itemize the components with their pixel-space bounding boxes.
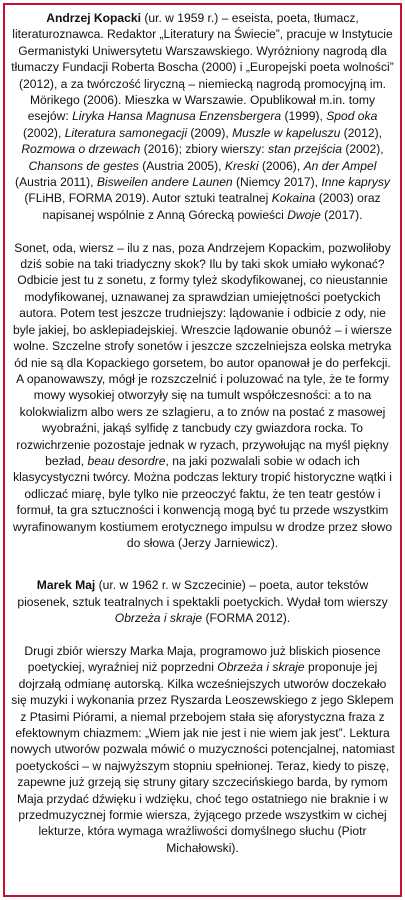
text-run: , na jaki pozwalali sobie w odach ich klasycystyczni twórcy. Można podczas lektury tropić historyczne wątki i odliczać miarę, byle tylko nie przeoczyć faktu, że ten teatr gestów i formuł, ta gra sztuczności i konwencją mogą być tu przede wszystkim wyrafinowanym kostiumem erotycznego impulsu w drodze przez słowo do słowa (Jerzy Jarniewicz). (12, 453, 393, 550)
book-title: Spod oka (326, 109, 378, 124)
book-title: Muszle w kapeluszu (232, 125, 341, 140)
text-run: (FLiHB, FORMA 2019). Autor sztuki teatralnej (24, 191, 272, 206)
text-run: (2002), (341, 142, 384, 157)
book-title: beau desordre (87, 453, 166, 468)
book-title: Chansons de gestes (28, 158, 139, 173)
review-jarniewicz (10, 240, 395, 552)
book-title: Liryka Hansa Magnusa Enzensbergera (72, 109, 282, 124)
text-run: (2016); zbiory wierszy: (140, 142, 269, 157)
author-bio-maj (10, 577, 395, 626)
text-run: (Austria 2011), (15, 175, 97, 190)
back-cover-text (10, 10, 395, 856)
text-run: (Austria 2005), (138, 158, 225, 173)
text-run: (1999), (281, 109, 327, 124)
book-title: An der Ampel (303, 158, 377, 173)
text-run: (ur. w 1959 r.) – eseista, poeta, tłumacz, literaturoznawca. Redaktor „Literatury na Świecie”, pracuje w Instytucie Germanistyki Uniwersytetu Warszawskiego. Wyróżniony nagrodą dla tłumaczy Fundacji Roberta Boscha (2000) i „Europejski poeta wolności” (2012), a za twórczość liryczną – niemiecką nagrodą promocyjną im. Mörikego (2006). Mieszka w Warszawie. Opublikował m.in. tomy esejów: (11, 11, 394, 124)
author-bio-kopacki (10, 10, 395, 223)
text-run: (2009), (187, 125, 233, 140)
book-title: Bisweilen andere Launen (96, 175, 233, 190)
book-title: Rozmowa o drzewach (21, 142, 141, 157)
text-run: Sonet, oda, wiersz – ilu z nas, poza Andrzejem Kopackim, pozwoliłoby dziś sobie na taki triadyczny skok? Ilu by taki skok umiało wykonać? Odbicie jest tu z sonetu, z formy tyleż skodyfikowanej, co nieustannie modyfikowanej, uznawanej za sprawdzian umiejętności poetyckich autora. Potem test jeszcze trudniejszy: lądowanie i odbicie z ody, nie byle jakiej, bo asklepiadejskiej. Wreszcie lądowanie obunóż – i wiersze wolne. Szczelne strofy sonetów i jeszcze szczelniejsza eolska metryka ód nie są dla Kopackiego gorsetem, bo autor opanował je do perfekcji. A opanowawszy, mógł je rozszczelnić i poluzować na tyle, że te formy mowy wysokiej otworzyły się na tumult współczesności: a to na kolokwializm albo wers ze szlagieru, a to znów na postać z masowej wyobraźni, jakąś sylfidę z tancbudy czy gwiazdora rocka. To rozwichrzenie pozostaje jednak w ryzach, przywołując na myśl piękny bezład, (13, 240, 392, 468)
book-title: Inne kaprysy (321, 175, 390, 190)
text-run: (2012), (340, 125, 382, 140)
text-run: (Niemcy 2017), (232, 175, 322, 190)
text-run: (ur. w 1962 r. w Szczecinie) – poeta, autor tekstów piosenek, sztuk teatralnych i spektakli poetyckich. Wydał tom wierszy (17, 578, 388, 609)
text-run: (2017). (320, 207, 363, 222)
book-title: Obrzeża i skraje (217, 660, 305, 675)
text-run: (2002), (23, 125, 65, 140)
author-name: Marek Maj (36, 578, 96, 593)
text-run: proponuje jej dojrzałą odmianę autorską. Kilka wcześniejszych utworów doczekało się muzyki i wykonania przez Ryszarda Leoszewskiego z jego Sklepem z Ptasimi Piórami, a niemal przebojem stała się aforystyczna fraza z efektownym chiazmem: „Wiem jak nie jest i nie wiem jak jest”. Lektura nowych utworów pozwala mówić o muzyczności potencjalnej, natomiast poetyckości – w najwyższym stopniu spełnionej. Teraz, kiedy to piszę, zapewne już grzeją się struny gitary szczecińskiego barda, by rymom Maja przydać dźwięku i wdzięku, choć tego ostatniego nie braknie i w przedmuzycznej formie wiersza, żyjącego przede wszystkim w cichej lekturze, która wymaga wrażliwości domyślnego słuchu (Piotr Michałowski). (10, 660, 395, 855)
text-run: (2006), (258, 158, 304, 173)
review-michalowski (10, 643, 395, 856)
book-title: Obrzeża i skraje (114, 611, 203, 626)
text-run: Drugi zbiór wierszy Marka Maja, programowo już bliskich piosence poetyckiej, wyraźniej niż poprzedni (24, 644, 381, 675)
author-name: Andrzej Kopacki (46, 11, 141, 25)
book-title: stan przejścia (268, 142, 342, 157)
book-title: Dwoje (287, 207, 321, 222)
book-title: Kreski (224, 158, 259, 173)
book-title: Literatura samonegacji (64, 125, 188, 140)
text-run: (FORMA 2012). (202, 611, 291, 626)
text-run: (2003) oraz napisanej wspólnie z Anną Górecką powieści (42, 191, 381, 222)
book-title: Kokaina (271, 191, 316, 206)
